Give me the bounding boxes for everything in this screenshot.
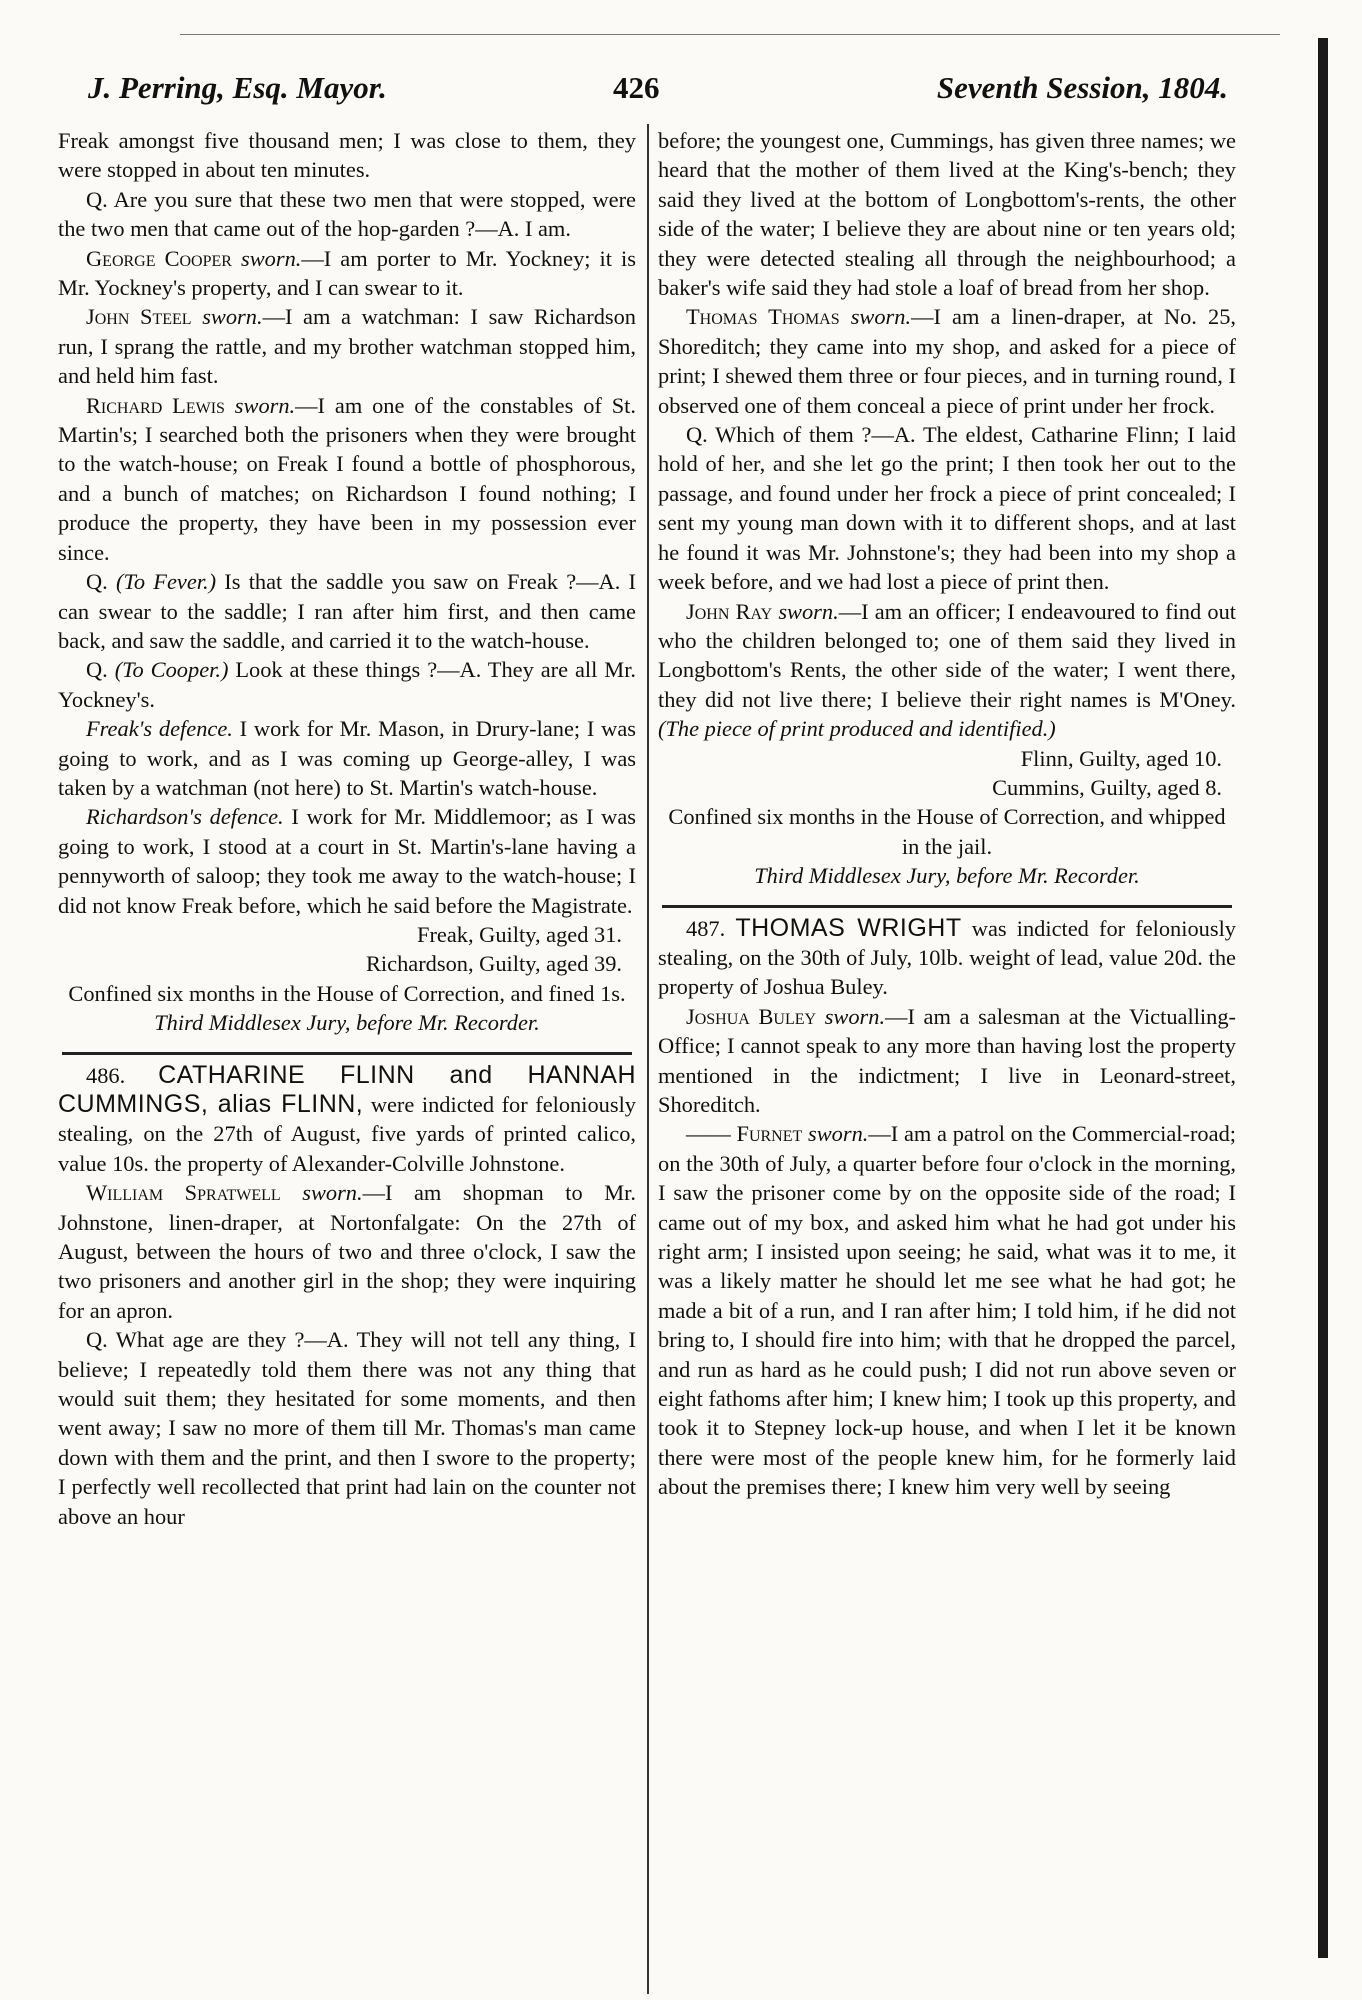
top-rule [180,34,1280,35]
court-note: (The piece of print produced and identified.) [658,716,1056,742]
running-head-left: J. Perring, Esq. Mayor. [88,70,387,105]
witness-name: John Steel [86,304,203,330]
witness-name: John Ray [686,598,779,624]
qa-text: Is that the saddle you saw on Freak ?—A. I can swear to the saddle; I ran after him first, and then came back, and saw the saddle, and carried it to the watch-house. [58,569,636,653]
witness-name: Richard Lewis [86,392,235,418]
testimony-text: —I am a watchman: I saw Richardson run, I sprang the rattle, and my brother watchman stopped him, and held him fast. [58,304,637,389]
sworn-label: sworn. [302,1180,363,1206]
sworn-label: sworn. [850,304,912,330]
defendant-names: CATHARINE FLINN and HANNAH CUMMINGS, alias FLINN, [58,1060,637,1118]
witness-testimony [658,597,1236,744]
paragraph: Freak amongst five thousand men; I was close to them, they were stopped in about ten minutes. [58,128,636,183]
verdict-line: Cummins, Guilty, aged 8. [992,774,1222,800]
witness-name: —— Furnet [686,1121,809,1147]
testimony-text: —I am one of the constables of St. Martin's; I searched both the prisoners when they were brought to the watch-house; on Freak I found a bottle of phosphorous, and a bunch of matches; on Richardson I found nothing; I produce the property, they have been in my possession ever since. [58,392,636,565]
defendant-names: THOMAS WRIGHT [735,913,962,942]
page-header [78,70,1228,116]
jury-line: Third Middlesex Jury, before Mr. Recorder. [754,863,1140,889]
defence-text: I work for Mr. Mason, in Drury-lane; I was going to work, and as I was coming up George-alley, I was taken by a watchman (not here) to St. Martin's watch-house. [58,716,636,800]
indictment-text: were indicted for feloniously stealing, on the 27th of August, five yards of printed calico, value 10s. the property of Alexander-Colville Johnstone. [58,1092,636,1176]
testimony-text: —I am a salesman at the Victualling-Office; I cannot speak to any more than having lost the property mentioned in the indictment; I live in Leonard-street, Shoreditch. [658,1003,1236,1117]
sworn-label: sworn. [808,1121,869,1147]
sworn-label: sworn. [778,598,839,624]
witness-name: Joshua Buley [686,1003,825,1029]
paragraph: Q. Are you sure that these two men that were stopped, were the two men that came out of the hop-garden ?—A. I am. [58,186,636,242]
witness-testimony [58,391,636,567]
running-head-right: Seventh Session, 1804. [936,70,1228,105]
witness-name: George Cooper [86,245,242,271]
defence-statement [58,714,636,802]
verdict-line: Flinn, Guilty, aged 10. [1020,745,1222,771]
jury-line: Third Middlesex Jury, before Mr. Recorder. [154,1010,540,1036]
case-divider [62,1052,632,1055]
question-marker: Q. [86,569,116,595]
testimony-text: —I am shopman to Mr. Johnstone, linen-draper, at Nortonfalgate: On the 27th of August, between the hours of two and three o'clock, I saw the two prisoners and another girl in the shop; they were inquiring for an apron. [58,1180,636,1323]
case-divider [662,905,1232,908]
paragraph: Q. What age are they ?—A. They will not tell any thing, I believe; I repeatedly told them there was not any thing that would suit them; they hesitated for some moments, and then went away; I saw no more of them till Mr. Thomas's man came down with them and the print, and then I swore to the property; I perfectly well recollected that print had lain on the counter not above an hour [58,1327,636,1529]
defence-statement [58,802,636,920]
verdict-line: Richardson, Guilty, aged 39. [366,951,622,977]
sworn-label: sworn. [202,304,263,330]
verdict-line: Freak, Guilty, aged 31. [417,921,622,947]
sworn-label: sworn. [234,392,296,418]
page-edge-shadow [1318,38,1328,1958]
sworn-label: sworn. [824,1003,886,1029]
testimony-text: —I am a linen-draper, at No. 25, Shoreditch; they came into my shop, and asked for a piece of print; I shewed them three or four pieces, and in turning round, I observed one of them conceal a piece of print under her frock. [658,304,1236,418]
defence-text: I work for Mr. Middlemoor; as I was going to work, I stood at a court in St. Martin's-lane having a pennyworth of saloop; they took me away to the watch-house; I did not know Freak before, which he said before the Magistrate. [58,804,636,918]
case-number: 486. [86,1062,159,1088]
witness-testimony [658,1002,1236,1120]
addressee-note: (To Fever.) [116,569,217,595]
witness-testimony [58,1178,636,1325]
sentence: Confined six months in the House of Correction, and whipped in the jail. [668,804,1226,859]
witness-testimony [58,302,636,390]
witness-name: William Spratwell [86,1180,303,1206]
defence-label: Freak's defence. [86,716,233,742]
question-answer [58,567,636,655]
sentence: Confined six months in the House of Correction, and fined 1s. [68,980,626,1006]
question-marker: Q. [86,657,115,683]
addressee-note: (To Cooper.) [114,657,229,683]
left-column [58,126,636,1531]
case-heading [58,1061,636,1179]
case-number: 487. [686,915,736,941]
qa-text: Look at these things ?—A. They are all Mr. Yockney's. [58,657,637,712]
witness-testimony [58,244,636,303]
right-column [658,126,1236,1502]
column-divider [647,124,649,1994]
witness-testimony [658,1119,1236,1501]
testimony-text: —I am an officer; I endeavoured to find out who the children belonged to; one of them said they lived in Longbottom's Rents, the other side of the water; I went there, they did not live there; I believe their right names is M'Oney. [658,598,1236,712]
paragraph: before; the youngest one, Cummings, has given three names; we heard that the mother of them lived at the King's-bench; they said they lived at the bottom of Longbottom's-rents, the other side of the water; I believe they are about nine or ten years old; they were detected stealing all through the neighbourhood; a baker's wife said they had stole a loaf of bread from her shop. [658,128,1236,301]
testimony-text: —I am a patrol on the Commercial-road; on the 30th of July, a quarter before four o'clock in the morning, I saw the prisoner come by on the opposite side of the road; I came out of my box, and asked him what he had got under his right arm; I insisted upon seeing; he said, what was it to me, it was a likely matter he should let me see what he had got; he made a bit of a run, and I ran after him; I told him, if he did not bring to, I should fire into him; with that he dropped the parcel, and run as hard as he could push; I did not run above seven or eight fathoms after him; I knew him; I took up this property, and took it to Stepney lock-up house, and when I let it be known there were most of the people knew him, for he formerly laid about the premises there; I knew him very well by seeing [658,1121,1236,1500]
testimony-text: —I am porter to Mr. Yockney; it is Mr. Yockney's property, and I can swear to it. [58,245,636,301]
witness-testimony [658,302,1236,420]
sworn-label: sworn. [241,245,302,271]
case-heading [658,914,1236,1002]
paragraph: Q. Which of them ?—A. The eldest, Catharine Flinn; I laid hold of her, and she let go the print; I then took her out to the passage, and found under her frock a piece of print concealed; I sent my young man down with it to different shops, and at last he found it was Mr. Johnstone's; they had been into my shop a week before, and we had lost a piece of print then. [658,422,1236,595]
defence-label: Richardson's defence. [86,804,284,830]
witness-name: Thomas Thomas [686,304,851,330]
indictment-text: was indicted for feloniously stealing, on the 30th of July, 10lb. weight of lead, value 20d. the property of Joshua Buley. [658,915,1236,1000]
page-number: 426 [613,70,660,105]
question-answer [58,655,636,714]
